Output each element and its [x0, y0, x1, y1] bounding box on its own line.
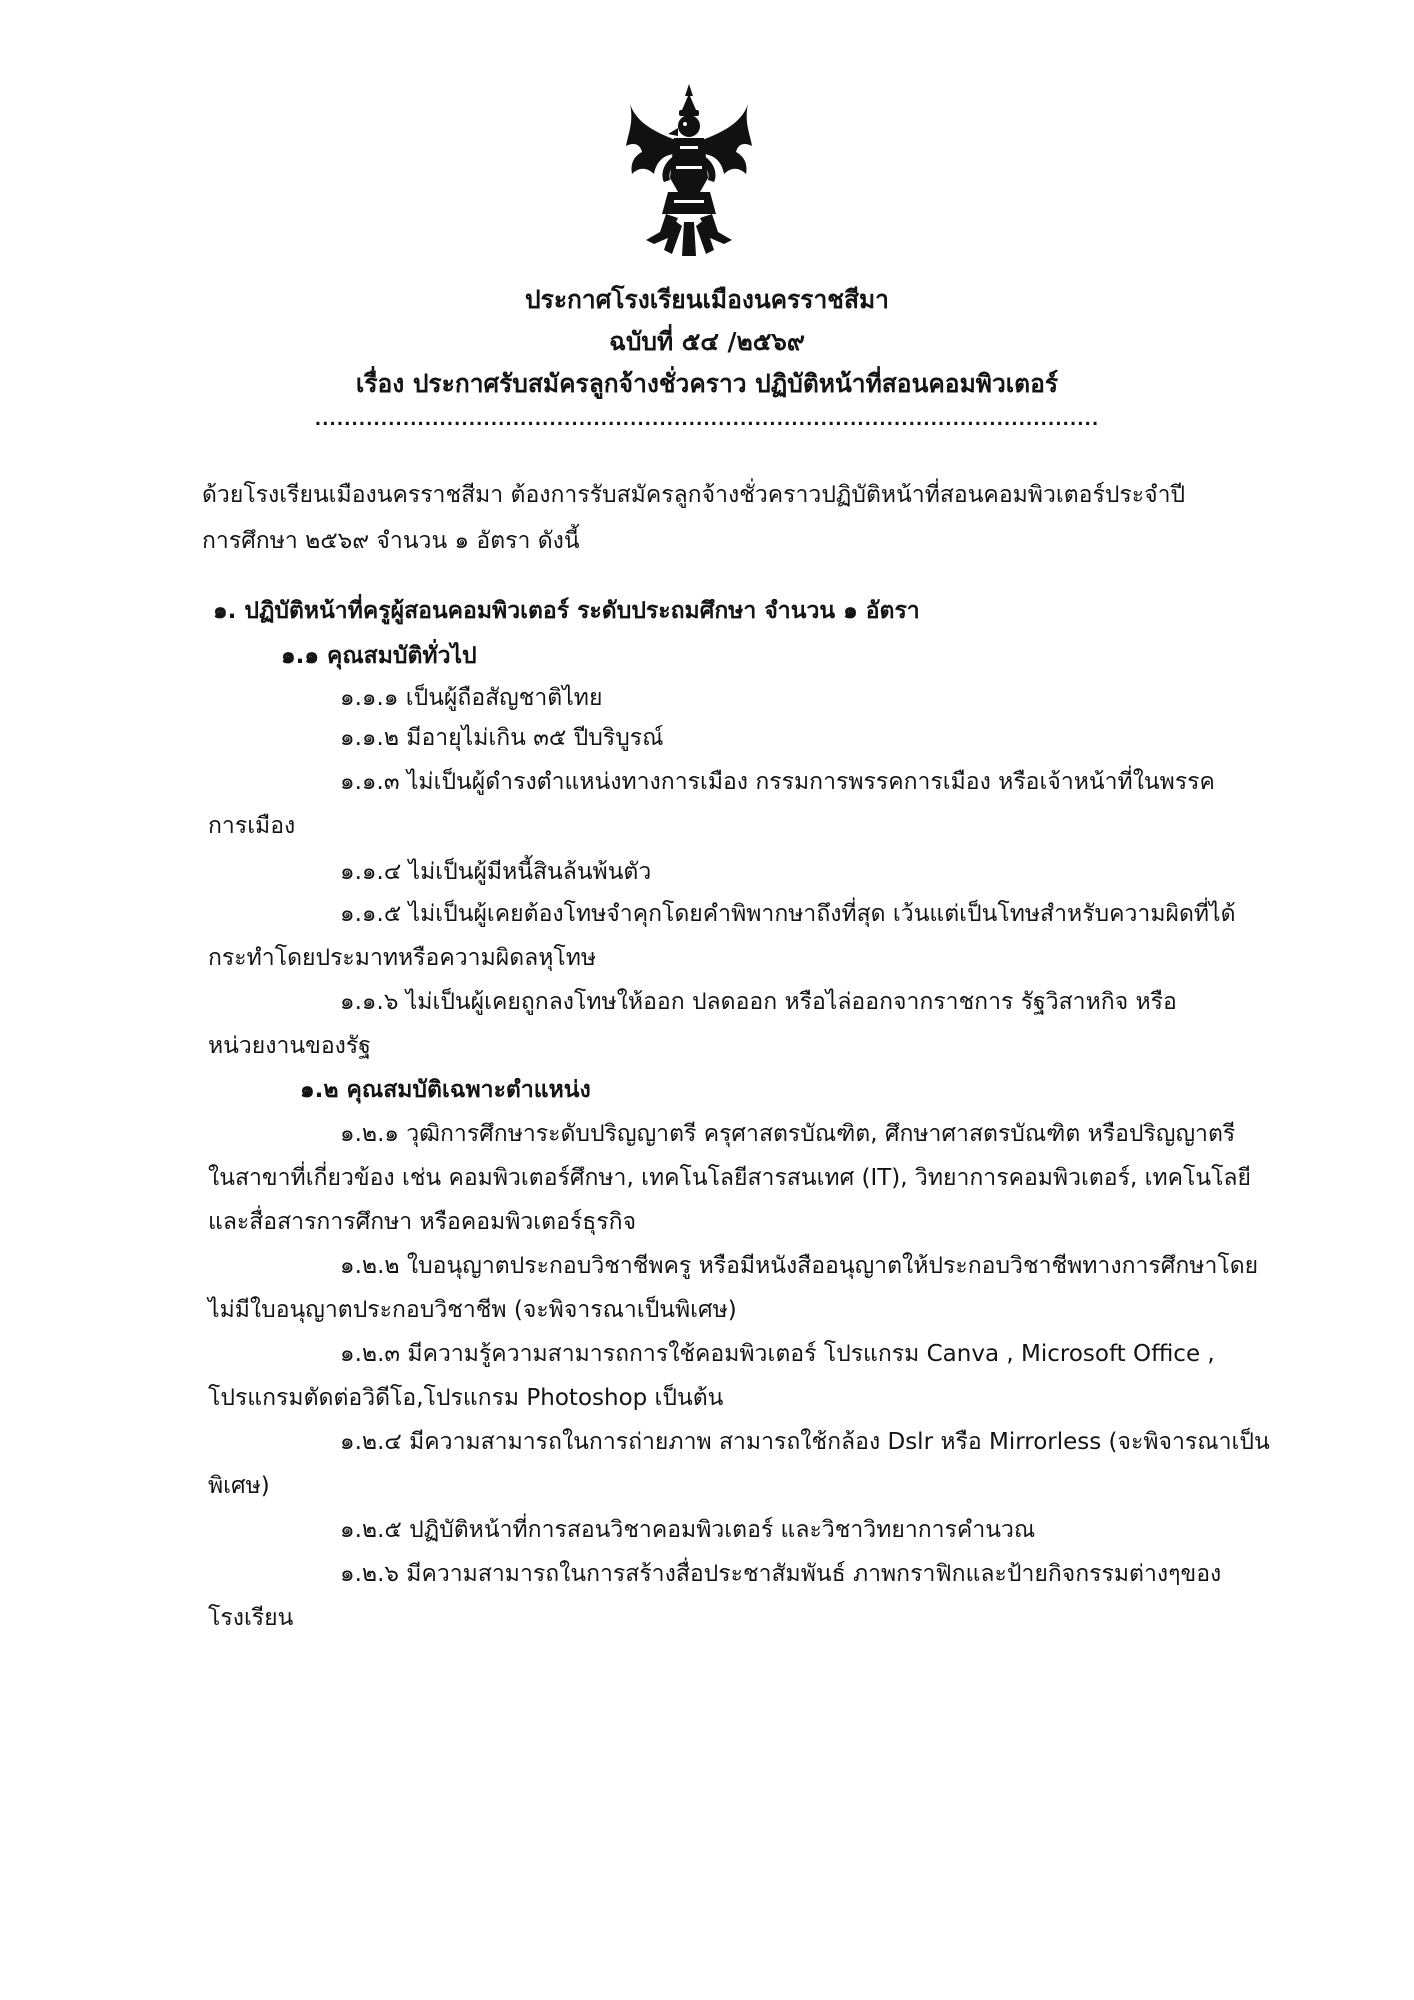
general-item-5-line-2: กระทำโดยประมาทหรือความผิดลหุโทษ: [208, 945, 597, 971]
general-item-1: ๑.๑.๑ เป็นผู้ถือสัญชาติไทย: [340, 685, 603, 711]
general-item-6-line-2: หน่วยงานของรัฐ: [208, 1033, 371, 1059]
specific-item-5: ๑.๒.๕ ปฏิบัติหน้าที่การสอนวิชาคอมพิวเตอร์ และวิชาวิทยาการคำนวณ: [340, 1517, 1036, 1543]
general-item-2: ๑.๑.๒ มีอายุไม่เกิน ๓๕ ปีบริบูรณ์: [340, 725, 664, 751]
general-qualifications-heading: ๑.๑ คุณสมบัติทั่วไป: [281, 643, 477, 669]
specific-item-3-line-1: ๑.๒.๓ มีความรู้ความสามารถการใช้คอมพิวเตอร์ โปรแกรม Canva , Microsoft Office ,: [340, 1341, 1215, 1367]
intro-line-1: ด้วยโรงเรียนเมืองนครราชสีมา ต้องการรับสมัครลูกจ้างชั่วคราวปฏิบัติหน้าที่สอนคอมพิวเตอร์ประจำปี: [202, 482, 1186, 508]
general-item-3-line-2: การเมือง: [208, 813, 296, 839]
garuda-emblem-icon: [624, 82, 754, 258]
general-item-4: ๑.๑.๔ ไม่เป็นผู้มีหนี้สินล้นพ้นตัว: [340, 859, 652, 885]
specific-item-1-line-3: และสื่อสารการศึกษา หรือคอมพิวเตอร์ธุรกิจ: [208, 1209, 637, 1235]
specific-item-1-line-2: ในสาขาที่เกี่ยวข้อง เช่น คอมพิวเตอร์ศึกษา, เทคโนโลยีสารสนเทศ (IT), วิทยาการคอมพิวเตอร์, เทคโนโลยี: [208, 1165, 1251, 1191]
specific-item-3-line-2: โปรแกรมตัดต่อวิดีโอ,โปรแกรม Photoshop เป็นต้น: [208, 1385, 724, 1411]
announcement-number: ฉบับที่ ๕๔ /๒๕๖๙: [609, 327, 805, 356]
general-item-6-line-1: ๑.๑.๖ ไม่เป็นผู้เคยถูกลงโทษให้ออก ปลดออก หรือไล่ออกจากราชการ รัฐวิสาหกิจ หรือ: [340, 989, 1177, 1015]
specific-item-2-line-2: ไม่มีใบอนุญาตประกอบวิชาชีพ (จะพิจารณาเป็นพิเศษ): [208, 1297, 737, 1323]
general-item-5-line-1: ๑.๑.๕ ไม่เป็นผู้เคยต้องโทษจำคุกโดยคำพิพากษาถึงที่สุด เว้นแต่เป็นโทษสำหรับความผิดที่ได้: [340, 901, 1236, 927]
announcement-subject: เรื่อง ประกาศรับสมัครลูกจ้างชั่วคราว ปฏิบัติหน้าที่สอนคอมพิวเตอร์: [355, 369, 1059, 398]
section-1-heading: ๑. ปฏิบัติหน้าที่ครูผู้สอนคอมพิวเตอร์ ระดับประถมศึกษา จำนวน ๑ อัตรา: [213, 598, 920, 624]
specific-item-4-line-1: ๑.๒.๔ มีความสามารถในการถ่ายภาพ สามารถใช้กล้อง Dslr หรือ Mirrorless (จะพิจารณาเป็น: [340, 1429, 1270, 1455]
specific-item-6-line-2: โรงเรียน: [208, 1605, 294, 1631]
separator-dots: ...........................................................................................................: [314, 410, 1100, 430]
specific-item-2-line-1: ๑.๒.๒ ใบอนุญาตประกอบวิชาชีพครู หรือมีหนังสืออนุญาตให้ประกอบวิชาชีพทางการศึกษาโดย: [340, 1253, 1259, 1279]
specific-item-6-line-1: ๑.๒.๖ มีความสามารถในการสร้างสื่อประชาสัมพันธ์ ภาพกราฟิกและป้ายกิจกรรมต่างๆของ: [340, 1561, 1222, 1587]
specific-qualifications-heading: ๑.๒ คุณสมบัติเฉพาะตำแหน่ง: [300, 1077, 591, 1103]
org-title: ประกาศโรงเรียนเมืองนครราชสีมา: [525, 285, 889, 314]
intro-line-2: การศึกษา ๒๕๖๙ จำนวน ๑ อัตรา ดังนี้: [202, 528, 580, 554]
specific-item-4-line-2: พิเศษ): [208, 1473, 270, 1499]
specific-item-1-line-1: ๑.๒.๑ วุฒิการศึกษาระดับปริญญาตรี ครุศาสตรบัณฑิต, ศึกษาศาสตรบัณฑิต หรือปริญญาตรี: [340, 1121, 1236, 1147]
general-item-3-line-1: ๑.๑.๓ ไม่เป็นผู้ดำรงตำแหน่งทางการเมือง กรรมการพรรคการเมือง หรือเจ้าหน้าที่ในพรรค: [340, 769, 1215, 795]
